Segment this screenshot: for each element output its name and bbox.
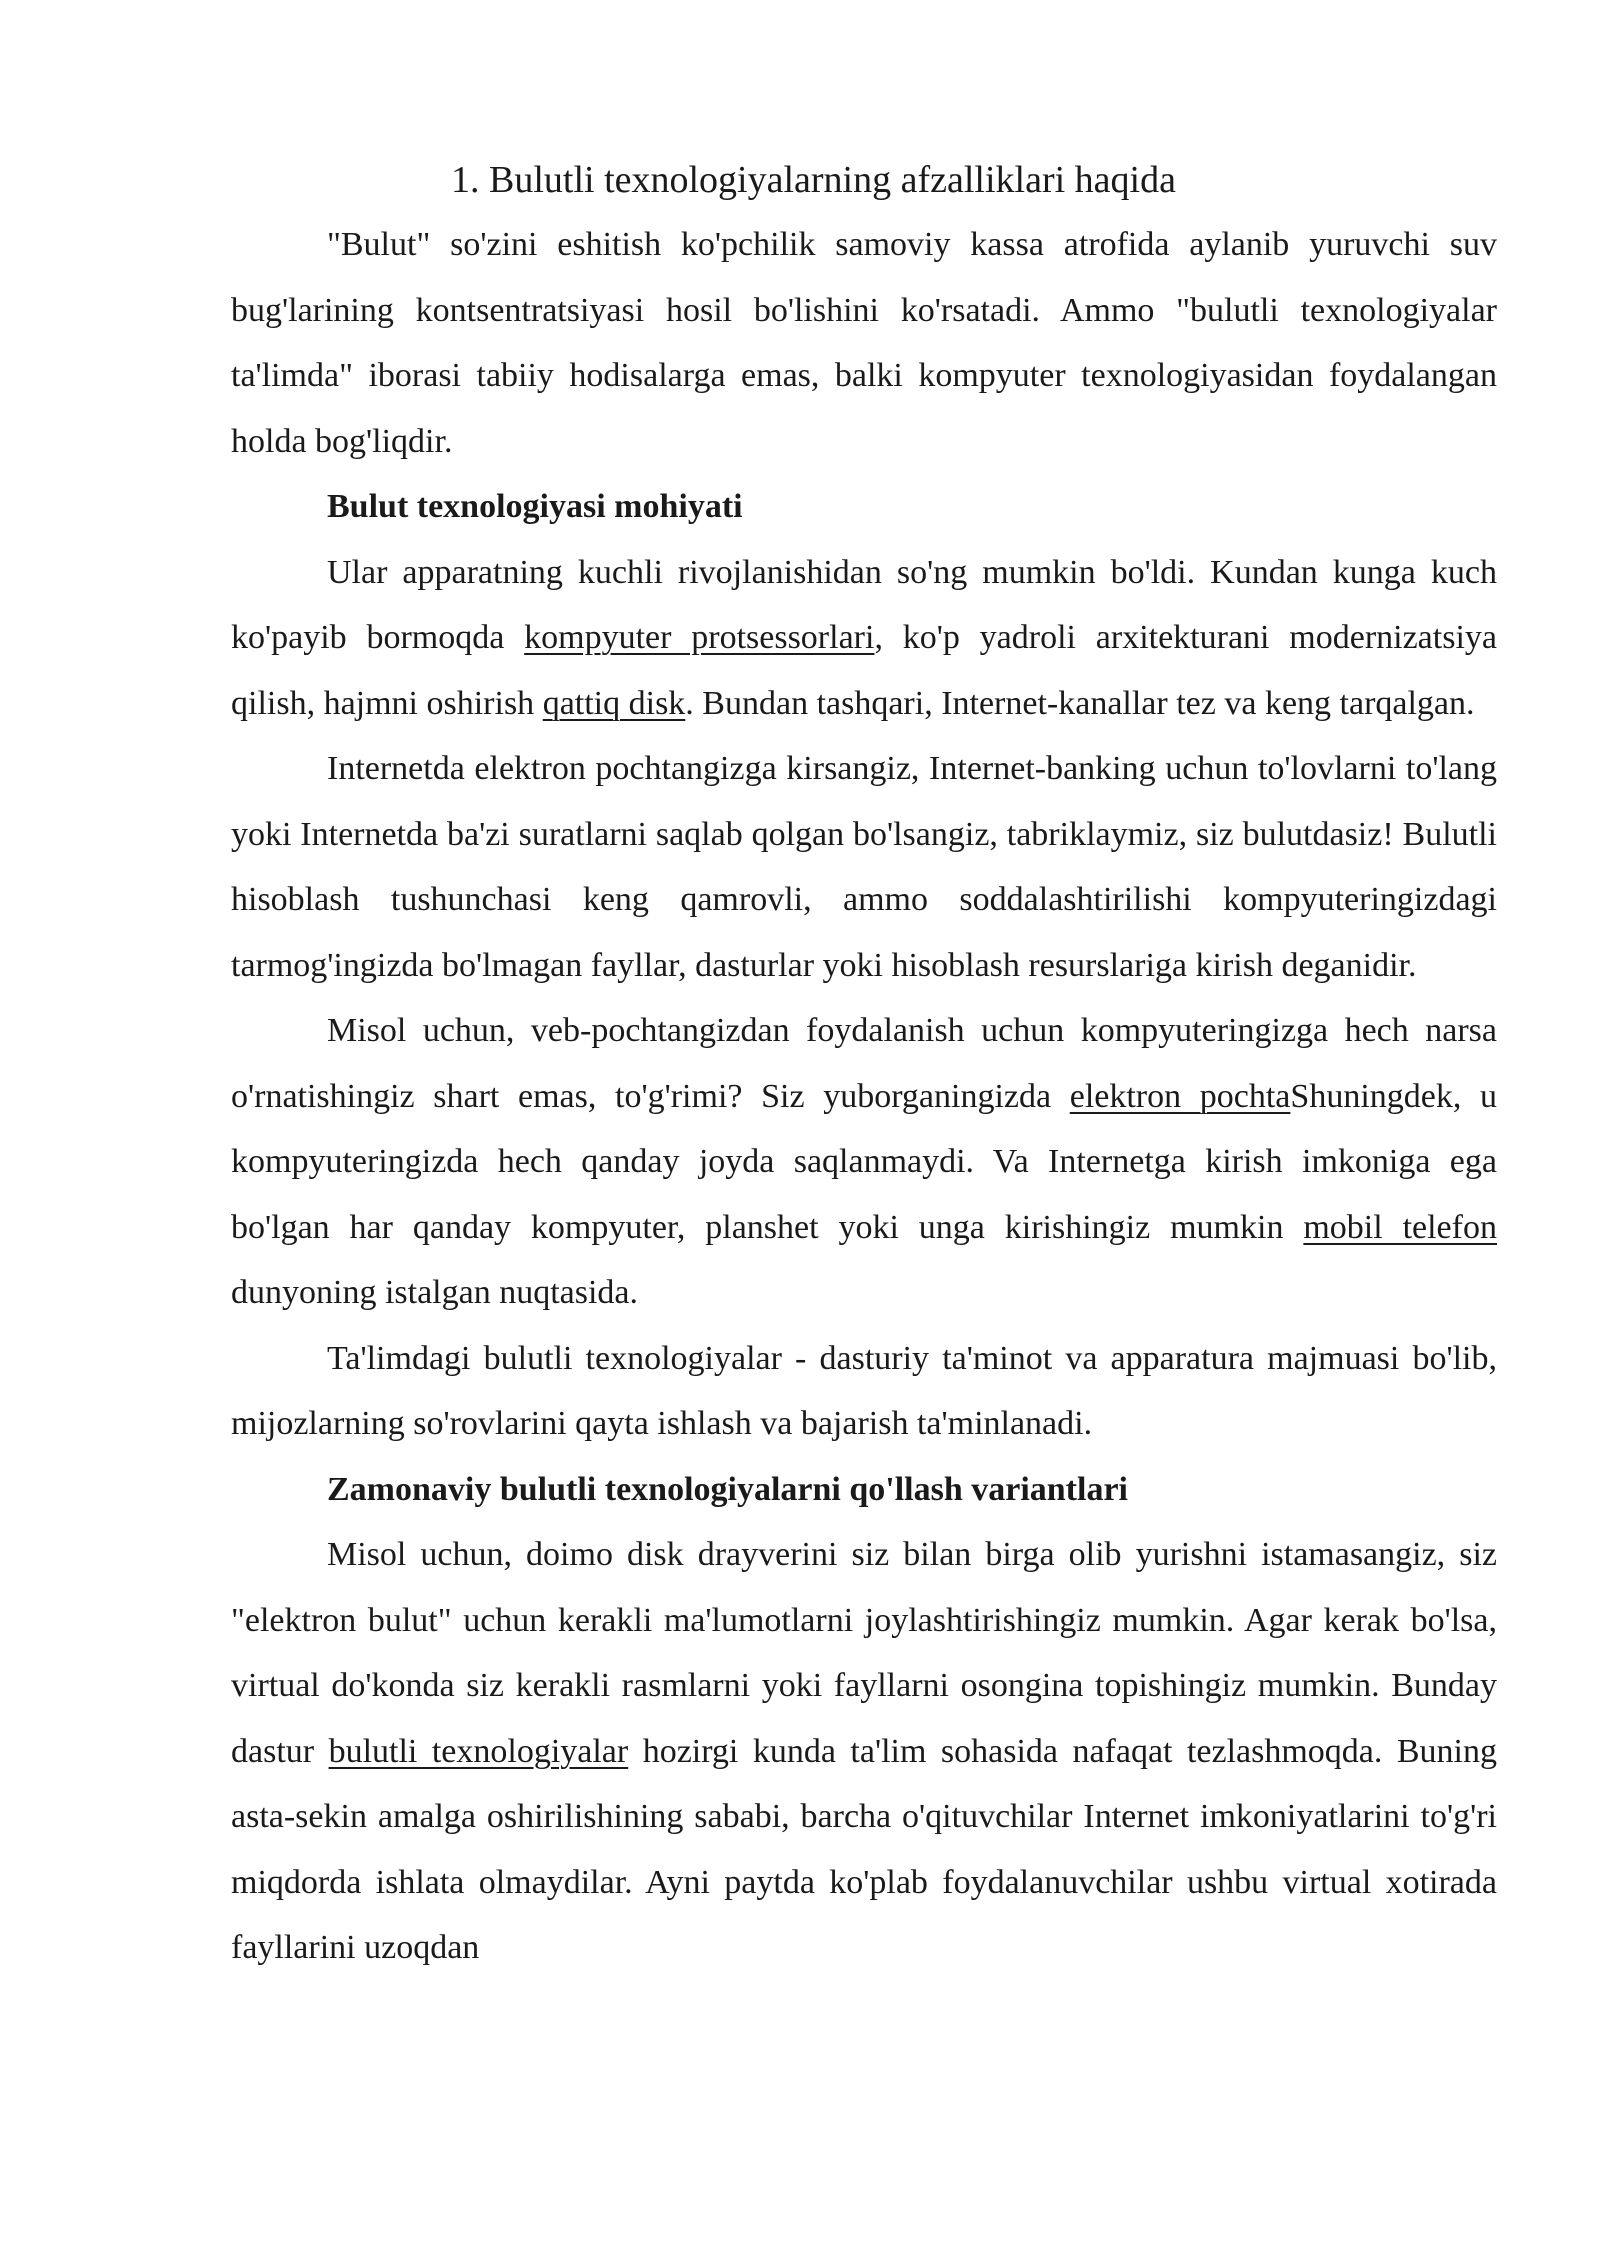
paragraph-webmail-example (231, 998, 1497, 1326)
document-title: 1. Bulutli texnologiyalarning afzalliklari haqida (451, 159, 1176, 201)
paragraph-usage-example (231, 1522, 1497, 1981)
paragraph-cloud-definition: Internetda elektron pochtangizga kirsangiz, Internet-banking uchun to'lovlarni to'lang yoki Internetda ba'zi suratlarni saqlab qolgan bo'lsangiz, tabriklaymiz, siz bulutdasiz! Bulutli hisoblash tushunchasi keng qamrovli, ammo soddalashtirilishi kompyuteringizdagi tarmog'ingizda bo'lmagan fayllar, dasturlar yoki hisoblash resurslariga kirish deganidir. (231, 750, 1497, 984)
paragraph-text: Ular apparatning kuchli rivojlanishidan so'ng mumkin bo'ldi. Kundan kunga kuch ko'payib bormoqda (231, 553, 1497, 656)
paragraph-text: Shuningdek, u kompyuteringizda hech qanday joyda saqlanmaydi. Va Internetga kirish imkoniga ega bo'lgan har qanday kompyuter, planshet yoki unga kirishingiz mumkin (231, 1077, 1497, 1246)
link-hard-disk[interactable]: qattiq disk (542, 684, 686, 722)
link-cloud-technologies[interactable]: bulutli texnologiyalar (328, 1732, 629, 1770)
paragraph-text: . Bundan tashqari, Internet-kanallar tez va keng tarqalgan. (685, 684, 1475, 722)
paragraph-text: Misol uchun, veb-pochtangizdan foydalanish uchun kompyuteringizga hech narsa o'rnatishingiz shart emas, to'g'rimi? Siz yuborganingizda (231, 1012, 1497, 1115)
paragraph-hardware (231, 540, 1497, 737)
link-email[interactable]: elektron pochta (1069, 1077, 1291, 1115)
paragraph-education-cloud: Ta'limdagi bulutli texnologiyalar - dasturiy ta'minot va apparatura majmuasi bo'lib, mijozlarning so'rovlarini qayta ishlash va bajarish ta'minlanadi. (231, 1339, 1497, 1442)
paragraph-text: Misol uchun, doimo disk drayverini siz bilan birga olib yurishni istamasangiz, siz "elektron bulut" uchun kerakli ma'lumotlarni joylashtirishingiz mumkin. Agar kerak bo'lsa, virtual do'konda siz kerakli rasmlarni yoki fayllarni osongina topishingiz mumkin. Bunday dastur (231, 1536, 1497, 1770)
section-heading-variants: Zamonaviy bulutli texnologiyalarni qo'llash variantlari (327, 1470, 1128, 1508)
paragraph-intro: "Bulut" so'zini eshitish ko'pchilik samoviy kassa atrofida aylanib yuruvchi suv bug'larining kontsentratsiyasi hosil bo'lishini ko'rsatadi. Ammo "bulutli texnologiyalar ta'limda" iborasi tabiiy hodisalarga emas, balki kompyuter texnologiyasidan foydalangan holda bog'liqdir. (231, 226, 1497, 460)
link-mobile-phone[interactable]: mobil telefon (1303, 1208, 1497, 1246)
paragraph-text: dunyoning istalgan nuqtasida. (231, 1274, 639, 1311)
section-heading-essence: Bulut texnologiyasi mohiyati (327, 488, 743, 525)
link-processors[interactable]: kompyuter protsessorlari (524, 619, 875, 656)
paragraph-text: , ko'p yadroli arxitekturani modernizatsiya qilish, hajmni oshirish (231, 619, 1497, 722)
paragraph-text: hozirgi kunda ta'lim sohasida nafaqat tezlashmoqda. Buning asta-sekin amalga oshirilishining sababi, barcha o'qituvchilar Internet imkoniyatlarini to'g'ri miqdorda ishlata olmaydilar. Ayni paytda ko'plab foydalanuvchilar ushbu virtual xotirada fayllarini uzoqdan (231, 1732, 1497, 1966)
document-page (231, 150, 1497, 1981)
